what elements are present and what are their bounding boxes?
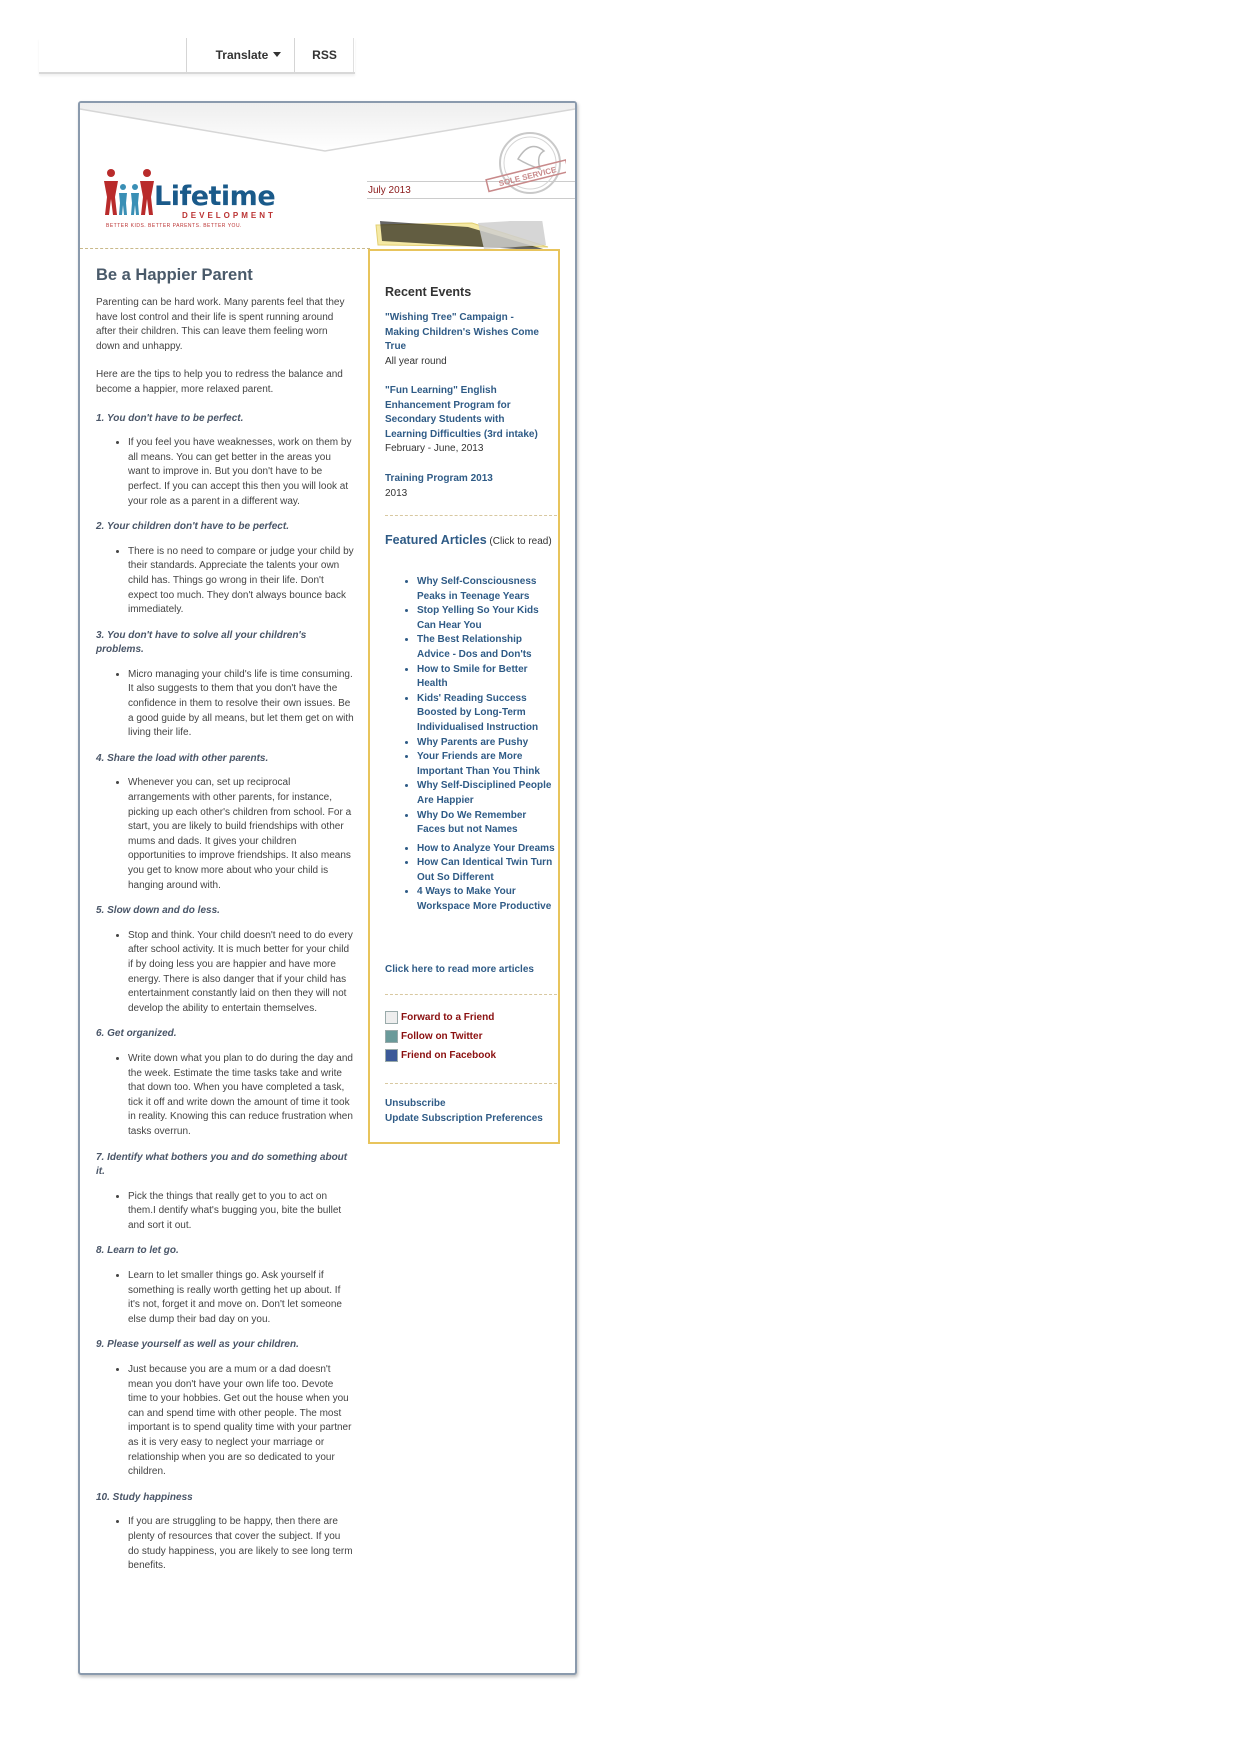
tip-heading: 5. Slow down and do less. — [96, 905, 220, 917]
event-date: 2013 — [385, 487, 408, 499]
tip-heading: 4. Share the load with other parents. — [96, 752, 269, 764]
tip-text: • Whenever you can, set up reciprocal arrangements with other parents, for instance, picking up each other's children from school. For a start, you are likely to build friendships with other mums and dads. It gives your children opportunities to improve friendships. It also means you get to know more about who your child is hanging around with. — [128, 776, 354, 893]
tip-heading: 6. Get organized. — [96, 1028, 177, 1040]
tip-text: • There is no need to compare or judge your child by their standards. Appreciate the talents your own child has. Things go wrong in their life. Don't expect too much. They don't always bounce back immediately. — [128, 545, 354, 618]
tip-text: • Just because you are a mum or a dad doesn't mean you don't have your own life too. Devote time to your hobbies. Get out the house when you can and spend time with other people. The most important is to spend quality time with your partner as it is very easy to neglect your marriage or relationship when you are so dedicated to your children. — [128, 1363, 354, 1480]
article-link[interactable]: • The Best Relationship Advice - Dos and Don'ts — [417, 633, 557, 662]
event-date: February - June, 2013 — [385, 443, 484, 455]
svg-text:SOLE SERVICE: SOLE SERVICE — [497, 165, 558, 189]
top-toolbar — [39, 38, 355, 74]
tip-list — [128, 776, 354, 893]
twitter-link[interactable]: Follow on Twitter — [385, 1030, 555, 1045]
postmark-stamp — [480, 129, 566, 201]
featured-articles-title: Featured Articles — [385, 533, 487, 547]
article-link[interactable]: • How Can Identical Twin Turn Out So Different — [417, 856, 557, 885]
more-articles-link[interactable]: Click here to read more articles — [385, 964, 534, 975]
envelope-icon — [385, 1011, 398, 1024]
tip-heading: 10. Study happiness — [96, 1491, 193, 1503]
featured-articles-heading — [385, 533, 555, 550]
subscription-links — [385, 1097, 557, 1126]
tip-text: • Micro managing your child's life is time consuming. It also suggests to them that you don't have the confidence in them to resolve their own issues. Be a good guide by all means, but let them get on with living their life. — [128, 668, 354, 741]
tip-list — [128, 436, 354, 509]
event-link[interactable]: "Wishing Tree" Campaign - Making Children's Wishes Come True — [385, 312, 539, 353]
article-link[interactable]: • Why Parents are Pushy — [417, 736, 557, 751]
sidebar-divider — [385, 1083, 557, 1084]
family-figures-icon — [102, 167, 158, 219]
tip-text: • If you are struggling to be happy, then there are plenty of resources that cover the subject. If you do study happiness, you are likely to see long term benefits. — [128, 1515, 354, 1573]
recent-events-title: Recent Events — [385, 285, 472, 299]
event-item — [385, 311, 549, 369]
facebook-link[interactable]: Friend on Facebook — [385, 1049, 555, 1064]
header-divider — [80, 248, 370, 249]
twitter-icon — [385, 1030, 398, 1043]
caret-down-icon — [273, 52, 281, 57]
update-preferences-link[interactable]: Update Subscription Preferences — [385, 1112, 543, 1124]
newsletter-card — [78, 101, 577, 1675]
tip-list — [128, 545, 354, 618]
tip-list — [128, 1190, 354, 1234]
unsubscribe-link[interactable]: Unsubscribe — [385, 1098, 446, 1109]
tip-heading: 2. Your children don't have to be perfect. — [96, 521, 289, 533]
article-intro: Here are the tips to help you to redress the balance and become a happier, more relaxed parent. — [96, 369, 343, 395]
tip-heading: 9. Please yourself as well as your children. — [96, 1339, 299, 1351]
rss-button[interactable]: RSS — [296, 38, 354, 72]
featured-articles-note: (Click to read) — [486, 536, 552, 547]
tip-list — [128, 929, 354, 1017]
tip-text: • Write down what you plan to do during the day and the week. Estimate the time tasks take and write that down too. When you have completed a task, tick it off and write down the amount of time it took in reality. Knowing this can reduce frustration when tasks overrun. — [128, 1052, 354, 1140]
article-link[interactable]: • 4 Ways to Make Your Workspace More Productive — [417, 885, 557, 914]
article-link[interactable]: • Why Self-Consciousness Peaks in Teenage Years — [417, 575, 557, 604]
toolbar-blank-area — [39, 38, 187, 72]
tip-list — [128, 668, 354, 741]
tip-text: • Stop and think. Your child doesn't need to do every after school activity. It is much better for your child if by doing less you are happier and have more energy. There is also danger that if your child has entertainment constantly laid on then they will not develop the ability to entertain themselves. — [128, 929, 354, 1017]
tip-text: • Learn to let smaller things go. Ask yourself if something is really worth getting het up about. If it's not, forget it and move on. Don't let someone else dump their bad day on you. — [128, 1269, 354, 1327]
tip-text: • Pick the things that really get to you to act on them.I dentify what's bugging you, bite the bullet and sort it out. — [128, 1190, 354, 1234]
article-link[interactable]: • How to Smile for Better Health — [417, 663, 557, 692]
event-link[interactable]: "Fun Learning" English Enhancement Program for Secondary Students with Learning Difficulties (3rd intake) — [385, 385, 538, 440]
article-title: Be a Happier Parent — [96, 266, 253, 284]
facebook-icon — [385, 1049, 398, 1062]
sidebar-divider — [385, 515, 557, 516]
article-link[interactable]: • Stop Yelling So Your Kids Can Hear You — [417, 604, 557, 633]
tip-list — [128, 1052, 354, 1140]
featured-articles-list — [417, 575, 557, 915]
article — [96, 265, 354, 1585]
tip-list — [128, 1363, 354, 1480]
forward-friend-link[interactable]: Forward to a Friend — [385, 1011, 555, 1026]
article-link[interactable]: • Why Do We Remember Faces but not Names — [417, 809, 557, 838]
issue-date: July 2013 — [368, 185, 411, 196]
article-link[interactable]: • Kids' Reading Success Boosted by Long-Term Individualised Instruction — [417, 692, 557, 736]
lifetime-logo[interactable]: Lifetime DEVELOPMENT BETTER KIDS. BETTER PARENTS. BETTER YOU. — [102, 167, 262, 229]
article-link[interactable]: • Why Self-Disciplined People Are Happier — [417, 779, 557, 808]
tip-heading: 3. You don't have to solve all your children's problems. — [96, 629, 307, 656]
event-item — [385, 472, 549, 501]
tip-heading: 1. You don't have to be perfect. — [96, 412, 244, 424]
tip-heading: 7. Identify what bothers you and do something about it. — [96, 1151, 348, 1178]
event-date: All year round — [385, 355, 447, 367]
event-item — [385, 384, 549, 457]
sidebar-divider — [385, 994, 557, 995]
paper-tape — [372, 221, 552, 251]
article-link[interactable]: • How to Analyze Your Dreams — [417, 842, 557, 857]
tip-heading: 8. Learn to let go. — [96, 1245, 179, 1257]
article-link[interactable]: • Your Friends are More Important Than You Think — [417, 750, 557, 779]
tip-list — [128, 1515, 354, 1573]
tip-text: • If you feel you have weaknesses, work on them by all means. You can get better in the areas you want to improve in. But you don't have to be perfect. If you can accept this then you will look at your role as a parent in a different way. — [128, 436, 354, 509]
tip-list — [128, 1269, 354, 1327]
article-intro: Parenting can be hard work. Many parents feel that they have lost control and their life is spent running around after their children. This can leave them feeling worn down and unhappy. — [96, 297, 345, 352]
event-link[interactable]: Training Program 2013 — [385, 473, 493, 484]
translate-button[interactable]: Translate — [203, 38, 295, 72]
sidebar — [368, 249, 560, 1144]
